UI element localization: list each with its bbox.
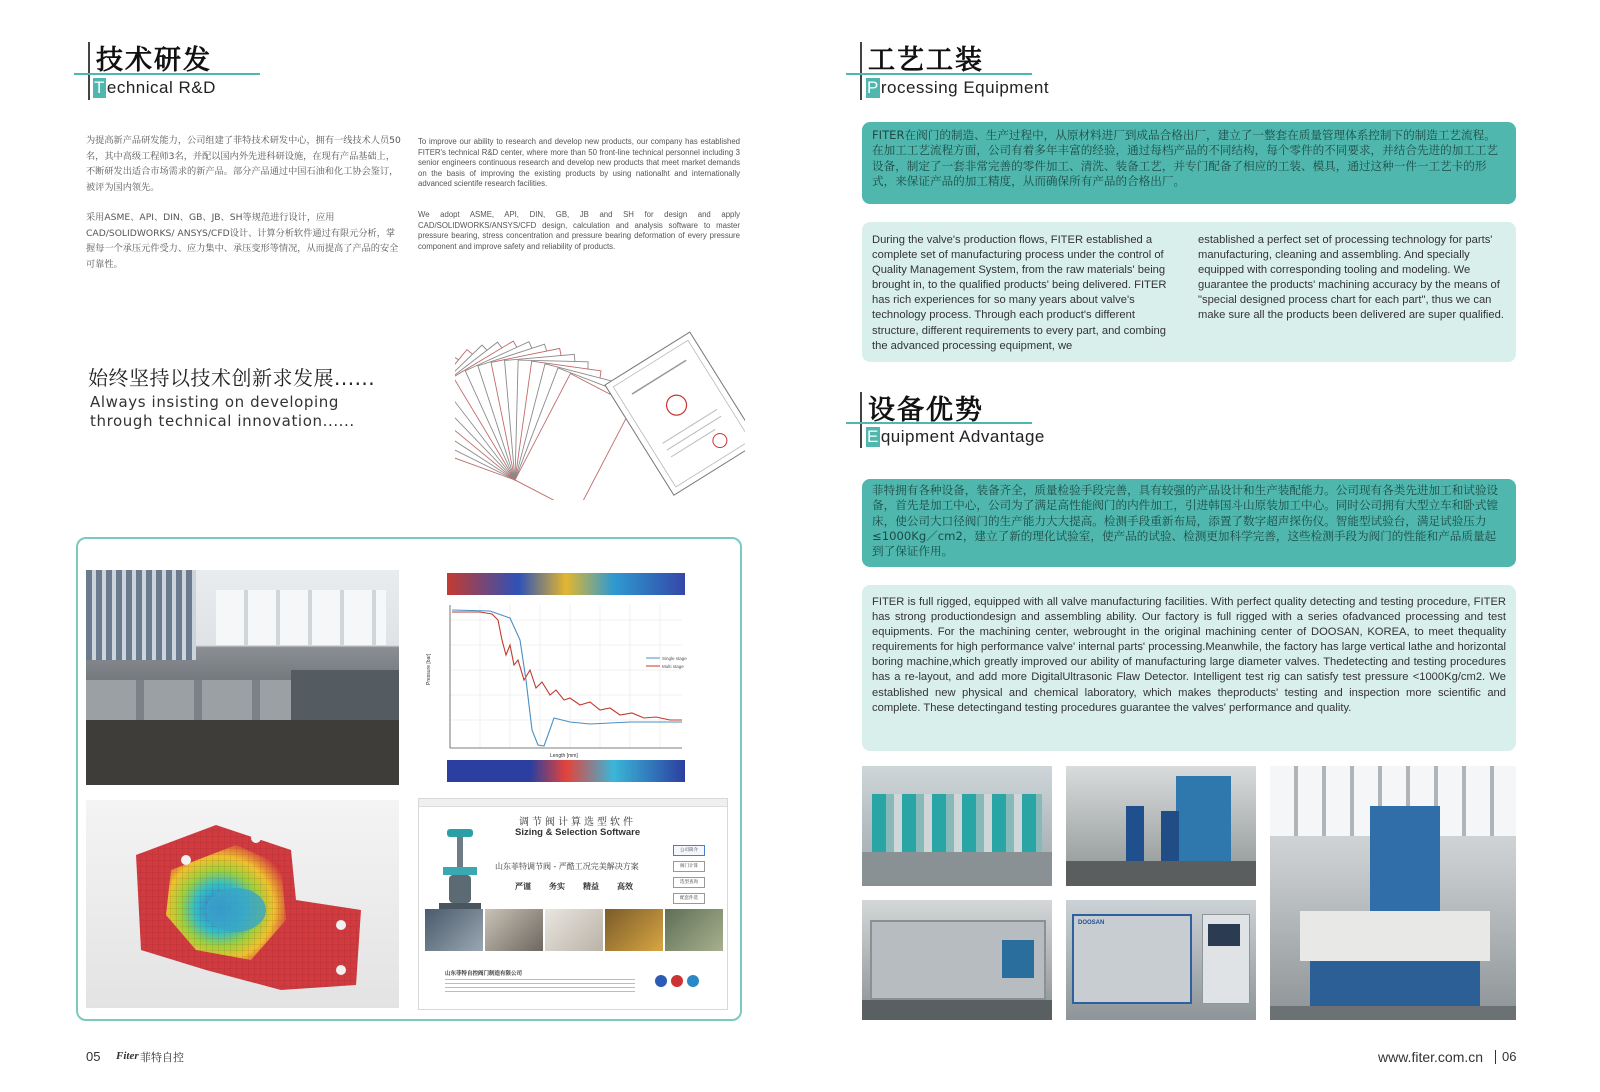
processing-cn-box [862, 122, 1516, 204]
footer-divider [1495, 1050, 1496, 1064]
section-rest-equipment: quipment Advantage [880, 427, 1045, 446]
section-initial-processing: P [867, 78, 879, 97]
doosan-label: DOOSAN [1078, 920, 1105, 926]
processing-en-box [862, 222, 1516, 362]
processing-en-col1: During the valve's production flows, FITER established a complete set of manufacturing process under the control of Quality Management System, from the raw materials' being brought in, to the qualified products' being delivered. FITER has rich experiences for so many years about valve's technology process. Through each product's different structure, different requirements to every part, and combing the advanced processing equipment, we [872, 234, 1167, 352]
processing-en-col2: established a perfect set of processing technology for parts' manufacturing, cleaning and assembling. And specially equipped with corresponding tooling and modeling. We guarantee the products' machining accuracy by the means of "special designed process chart for each part", thus we can make sure all the products been delivered are super qualified. [1198, 234, 1504, 322]
section-title-rest: echnical R&D [106, 78, 216, 97]
boring-machine-photo [1270, 766, 1516, 1020]
software-tagline: 山东菲特调节阀 - 严酷工况完美解决方案 [495, 862, 639, 871]
equipment-cn-text: 菲特拥有各种设备，装备齐全，质量检验手段完善，具有较强的产品设计和生产装配能力。公司现有各类先进加工和试验设备，首先是加工中心，公司为了满足高性能阀门的内件加工，引进韩国斗山原装加工中心。同时公司拥有大型立车和卧式镗床，使公司大口径阀门的生产能力大大提高。检测手段重新布局，添置了数字超声探伤仪。智能型试验台，满足试验压力≤1000Kg／cm2，建立了新的理化试验室，使产品的试验、检测更加科学完善，这些检测手段为阀门的性能和产品质量起到了保证作用。 [872, 483, 1499, 559]
certificates-illustration [455, 290, 745, 500]
software-button-2[interactable]: 阀门计算 [673, 861, 705, 872]
cnc-lathe-photo [862, 900, 1052, 1020]
section-rest-processing: rocessing Equipment [880, 78, 1050, 97]
footer-logos [655, 975, 715, 987]
slogan-en-line-2: through technical innovation...... [90, 412, 355, 430]
left-page-number: 05 [86, 1049, 101, 1064]
doosan-machining-center-photo [1066, 900, 1256, 1020]
legend-multi: Multi stage [662, 664, 684, 669]
section-title-en [93, 78, 216, 98]
software-title-en: Sizing & Selection Software [515, 827, 641, 838]
rd-paragraph-en-1: To improve our ability to research and develop new products, our company has established FITER's technical R&D center, where more than 50 front-line technical personnel including 3 senior engineers continuous research and develop new products that meet market demands on the basis of improving the existing products by using nationalht and internationally advanced scientife research facilities. [418, 137, 740, 189]
software-value-2: 务实 [549, 881, 565, 891]
processing-cn-text: FITER在阀门的制造、生产过程中，从原材料进厂到成品合格出厂，建立了一整套在质量管理体系控制下的制造工艺流程。在加工工艺流程方面，公司有着多年丰富的经验，通过每档产品的不同结构，每个零件的不同要求，并结合先进的加工工艺设备，制定了一套非常完善的零件加工、清洗、装备工艺，并专门配备了相应的工装、模具，通过这种一件一工艺卡的形式，来保证产品的加工精度，从而确保所有产品的合格出厂。 [872, 128, 1499, 188]
slogan-en-line-1: Always insisting on developing [90, 393, 340, 411]
right-page-number: 06 [1502, 1049, 1517, 1064]
heading-marker-equipment [860, 392, 862, 448]
legend-single: Single stage [662, 656, 687, 661]
valve-assembly-photo [862, 766, 1052, 886]
rd-paragraph-cn-1: 为提高新产品研发能力，公司组建了菲特技术研发中心，拥有一线技术人员50名，其中高级工程师3名，并配以国内外先进科研设施，在现有产品基础上，不断研发出适合市场需求的新产品。部分产品通过中国石油和化工协会鉴订，被评为国内领先。 [86, 135, 401, 193]
section-title-processing-en [866, 78, 1049, 98]
software-button-1[interactable]: 公司简介 [673, 845, 705, 856]
software-value-1: 严谨 [515, 881, 531, 891]
software-value-4: 高效 [617, 881, 633, 891]
software-title-cn: 调节阀计算选型软件 [519, 817, 636, 828]
software-company: 山东菲特自控阀门制造有限公司 [445, 971, 523, 977]
office-photo [86, 570, 399, 785]
workshop-workers-photo [1066, 766, 1256, 886]
website[interactable]: www.fiter.com.cn [1378, 1049, 1484, 1065]
graph-ylabel: Pressure [bar] [426, 653, 432, 685]
heading-marker [88, 42, 90, 100]
equipment-cn-box [862, 479, 1516, 567]
software-value-3: 精益 [583, 881, 599, 891]
sizing-software-screenshot [418, 798, 728, 1010]
fea-valve-model [86, 800, 399, 1008]
pressure-graph [420, 570, 695, 785]
section-title-initial: T [94, 78, 105, 97]
software-button-4[interactable]: 配套件选 [673, 893, 705, 904]
graph-xlabel: Length [mm] [550, 753, 578, 759]
equipment-en-text: FITER is full rigged, equipped with all valve manufacturing facilities. With perfect quality detecting and testing procedure, FITER has strong productiondesign and assembling ability. Our factory is full rigged with a series ofadvanced processing and test equipments. For the machining center, webrought in the original machining center of DOOSAN, KOREA, to meet thequality requirements for high performance valve' internal parts' processing.Meanwhile, the factory has large vertical lathe and horizontal boring machine,which greatly improved our ability of manufacturing large diameter valves. Thedetecting and testing procedures has a re-layout, and add more DigitalUltrasonic Flaw Detector. Intelligent test rig can satisfy test pressure <1000Kg/cm2. We established new physical and chemical laboratory, which makes theproducts' testing and inspection more scientific and complete. These detectingand testing procedures guarantee the valves' performance and quality. [872, 596, 1506, 714]
section-title-equipment-en [866, 427, 1045, 447]
section-title-processing-cn: 工艺工装 [868, 45, 984, 76]
section-title-cn: 技术研发 [96, 45, 212, 76]
equipment-en-box [862, 585, 1516, 751]
brand-name-cn: 菲特自控 [140, 1051, 184, 1064]
heading-marker-processing [860, 42, 862, 100]
software-button-3[interactable]: 选型查询 [673, 877, 705, 888]
slogan-cn: 始终坚持以技术创新求发展...... [88, 366, 376, 390]
section-initial-equipment: E [867, 427, 879, 446]
rd-paragraph-cn-2: 采用ASME、API、DIN、GB、JB、SH等规范进行设计，应用CAD/SOLIDWORKS/ ANSYS/CFD设计、计算分析软件通过有限元分析，掌握每一个承压元件受力、应力集中、承压变形等情况，从而提高了产品的安全可靠性。 [86, 212, 399, 270]
section-title-equipment-cn: 设备优势 [868, 395, 984, 426]
rd-paragraph-en-2: We adopt ASME, API, DIN, GB, JB and SH for design and apply CAD/SOLIDWORKS/ANSYS/CFD design, calculation and analysis software to master pressure bearing, stress concentration and pressure bearing deformation of every pressure component and improve safety and reliability of products. [418, 210, 740, 251]
brand-logo: Fiter [116, 1050, 139, 1062]
